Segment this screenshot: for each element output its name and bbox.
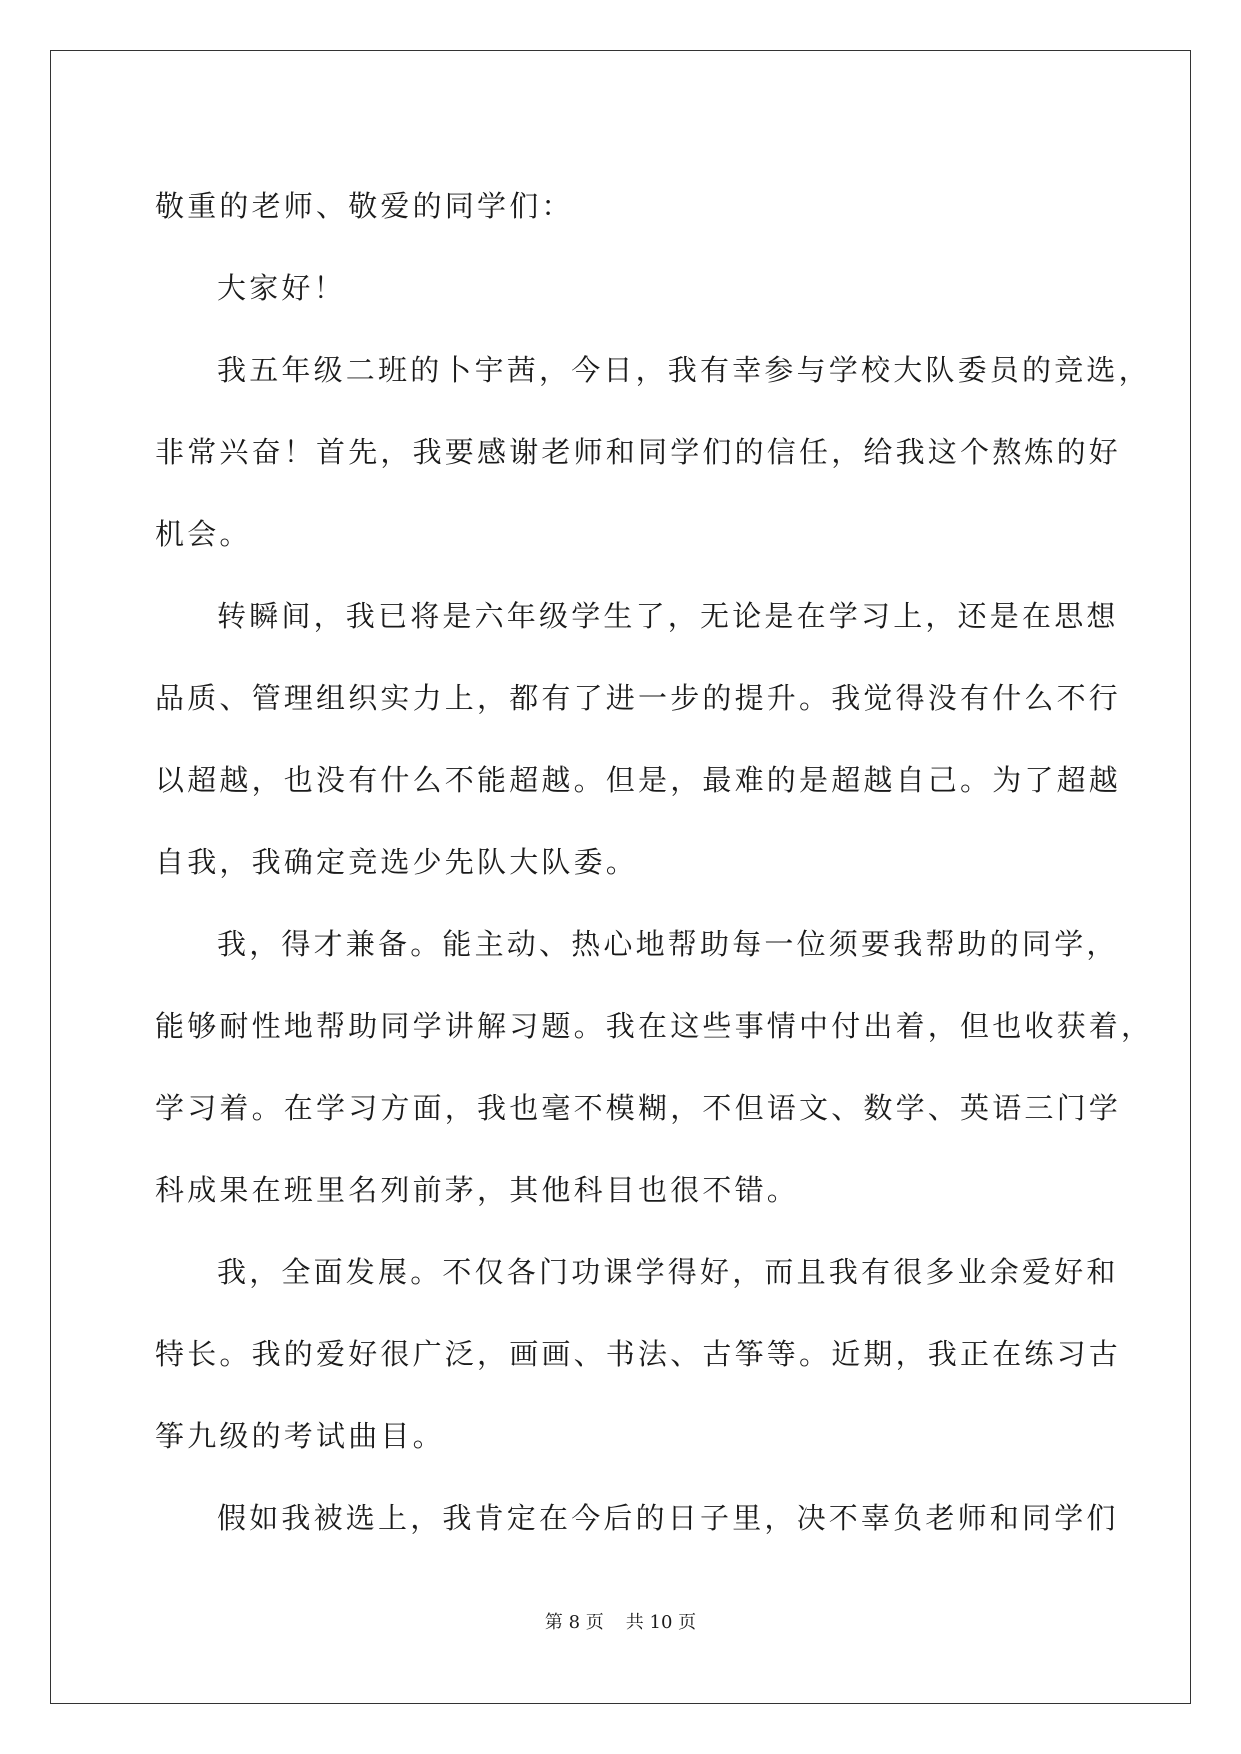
paragraph-line: 假如我被选上，我肯定在今后的日子里，决不辜负老师和同学们 xyxy=(217,1501,1119,1535)
document-body xyxy=(155,165,1154,1559)
greeting-line: 大家好！ xyxy=(217,271,346,305)
page-footer xyxy=(0,1608,1241,1634)
salutation-line: 敬重的老师、敬爱的同学们： xyxy=(155,189,574,223)
paragraph-line: 自我，我确定竞选少先队大队委。 xyxy=(155,845,639,879)
paragraph-line: 机会。 xyxy=(155,517,252,551)
paragraph-line: 学习着。在学习方面，我也毫不模糊，不但语文、数学、英语三门学 xyxy=(155,1091,1122,1125)
paragraph-line: 以超越，也没有什么不能超越。但是，最难的是超越自己。为了超越 xyxy=(155,763,1122,797)
paragraph-line: 科成果在班里名列前茅，其他科目也很不错。 xyxy=(155,1173,800,1207)
paragraph-line: 能够耐性地帮助同学讲解习题。我在这些事情中付出着，但也收获着， xyxy=(155,1009,1154,1043)
paragraph-line: 特长。我的爱好很广泛，画画、书法、古筝等。近期，我正在练习古 xyxy=(155,1337,1122,1371)
paragraph-line: 我五年级二班的卜宇茜，今日，我有幸参与学校大队委员的竞选， xyxy=(217,353,1151,387)
paragraph-line: 筝九级的考试曲目。 xyxy=(155,1419,445,1453)
paragraph-line: 我，得才兼备。能主动、热心地帮助每一位须要我帮助的同学， xyxy=(217,927,1119,961)
paragraph-line: 非常兴奋！首先，我要感谢老师和同学们的信任，给我这个熬炼的好 xyxy=(155,435,1122,469)
paragraph-line: 品质、管理组织实力上，都有了进一步的提升。我觉得没有什么不行 xyxy=(155,681,1122,715)
page-number: 第 8 页 xyxy=(544,1612,604,1633)
page-total: 共 10 页 xyxy=(625,1612,697,1633)
paragraph-line: 转瞬间，我已将是六年级学生了，无论是在学习上，还是在思想 xyxy=(217,599,1119,633)
paragraph-line: 我，全面发展。不仅各门功课学得好，而且我有很多业余爱好和 xyxy=(217,1255,1119,1289)
